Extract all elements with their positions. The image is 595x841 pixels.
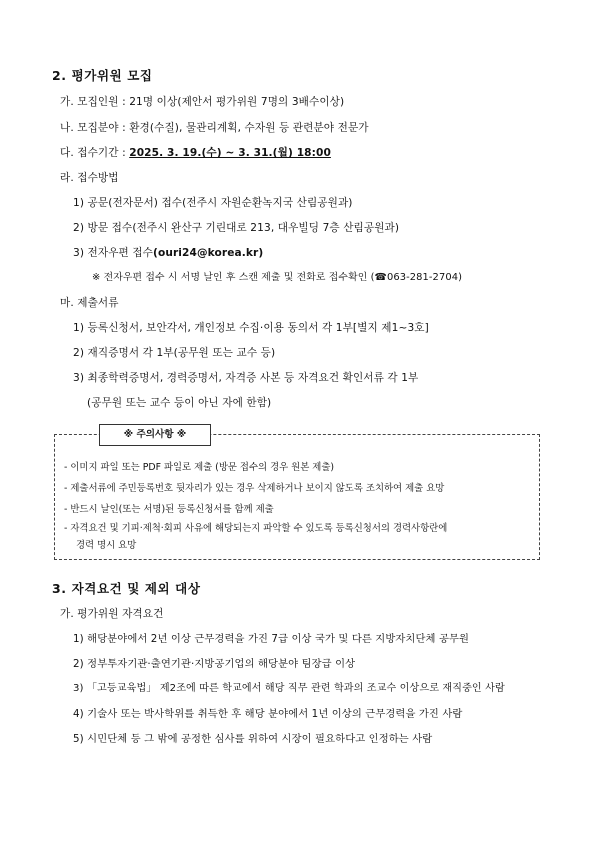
notice-item-2: - 제출서류에 주민등록번호 뒷자리가 있는 경우 삭제하거나 보이지 않도록 조치하여 제출 요망: [64, 483, 445, 494]
notice-item-4: - 자격요건 및 기피·제척·회피 사유에 해당되는지 파악할 수 있도록 등록신청서의 경력사항란에: [64, 523, 448, 534]
recruit-field: 나. 모집분야 : 환경(수질), 물관리계획, 수자원 등 관련분야 전문가: [60, 122, 369, 134]
qualification-item-3: 3) 「고등교육법」 제2조에 따른 학교에서 해당 직무 관련 학과의 조교수 이상으로 재직중인 사람: [73, 683, 505, 694]
method-email-label: 3) 전자우편 접수: [73, 247, 154, 259]
evaluator-qualification-heading: 가. 평가위원 자격요건: [60, 608, 164, 620]
qualification-item-1: 1) 해당분야에서 2년 이상 근무경력을 가진 7급 이상 국가 및 다른 지방자치단체 공무원: [73, 633, 470, 645]
method-official-doc: 1) 공문(전자문서) 접수(전주시 자원순환녹지국 산림공원과): [73, 197, 353, 209]
docs-item-2: 2) 재직증명서 각 1부(공무원 또는 교수 등): [73, 347, 276, 359]
submission-docs-heading: 마. 제출서류: [60, 297, 119, 309]
application-period-dates: 2025. 3. 19.(수) ~ 3. 31.(월) 18:00: [129, 147, 331, 159]
notice-item-1: - 이미지 파일 또는 PDF 파일로 제출 (방문 접수의 경우 원본 제출): [64, 462, 335, 473]
application-period-label: 다. 접수기간 :: [60, 147, 130, 159]
method-email: [73, 246, 263, 260]
notice-title: ※ 주의사항 ※: [99, 424, 211, 446]
notice-item-4-cont: 경력 명시 요망: [76, 540, 137, 551]
section2-title: 2. 평가위원 모집: [52, 68, 153, 83]
qualification-item-4: 4) 기술사 또는 박사학위를 취득한 후 해당 분야에서 1년 이상의 근무경력을 가진 사람: [73, 708, 463, 720]
docs-item-3-note: (공무원 또는 교수 등이 아닌 자에 한함): [87, 397, 272, 409]
application-period: [60, 146, 331, 160]
notice-item-3: - 반드시 날인(또는 서명)된 등록신청서를 함께 제출: [64, 504, 274, 515]
recruit-count: 가. 모집인원 : 21명 이상(제안서 평가위원 7명의 3배수이상): [60, 96, 345, 108]
section3-title: 3. 자격요건 및 제외 대상: [52, 581, 201, 596]
email-note: ※ 전자우편 접수 시 서명 날인 후 스캔 제출 및 전화로 접수확인 (☎063-281-2704): [92, 272, 463, 283]
qualification-item-2: 2) 정부투자기관·출연기관·지방공기업의 해당분야 팀장급 이상: [73, 658, 356, 670]
application-method-heading: 라. 접수방법: [60, 172, 119, 184]
method-visit: 2) 방문 접수(전주시 완산구 기린대로 213, 대우빌딩 7층 산림공원과): [73, 222, 400, 234]
docs-item-1: 1) 등록신청서, 보안각서, 개인정보 수집·이용 동의서 각 1부[별지 제1~3호]: [73, 322, 429, 334]
docs-item-3: 3) 최종학력증명서, 경력증명서, 자격증 사본 등 자격요건 확인서류 각 1부: [73, 372, 419, 384]
qualification-item-5: 5) 시민단체 등 그 밖에 공정한 심사를 위하여 시장이 필요하다고 인정하는 사람: [73, 733, 433, 745]
contact-email[interactable]: (ouri24@korea.kr): [153, 247, 264, 259]
